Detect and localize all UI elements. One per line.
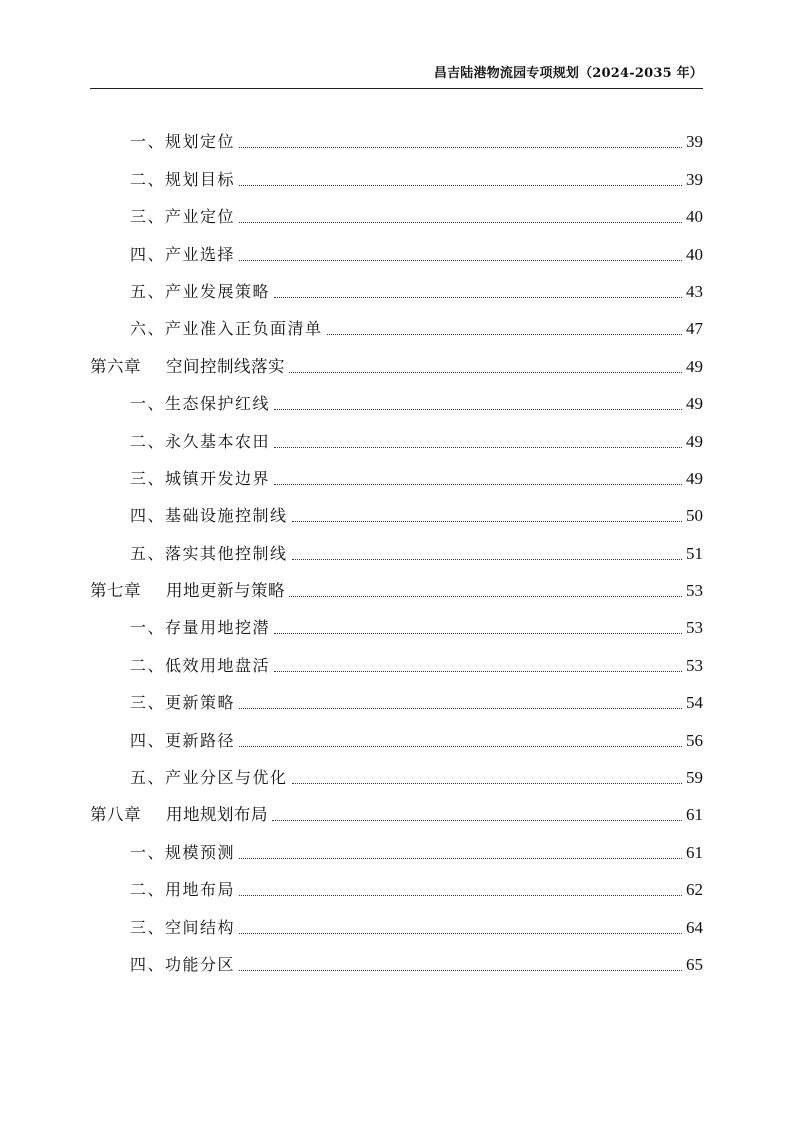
section-title: 更新路径 <box>165 730 236 750</box>
section-number: 一、 <box>130 842 166 862</box>
page-number: 40 <box>686 207 703 227</box>
section-title: 规划目标 <box>165 169 236 189</box>
section-title: 产业准入正负面清单 <box>165 319 323 339</box>
section-number: 五、 <box>130 281 166 301</box>
toc-entry-label <box>90 357 285 377</box>
toc-entry-label <box>130 394 270 414</box>
page-number: 49 <box>686 431 703 451</box>
toc-entry-label <box>130 170 235 190</box>
section-title: 产业发展策略 <box>165 281 271 301</box>
toc-section-entry[interactable] <box>90 157 703 194</box>
toc-section-entry[interactable] <box>90 643 703 680</box>
page-number: 49 <box>686 356 703 376</box>
dot-leader <box>292 783 682 784</box>
toc-section-entry[interactable] <box>90 382 703 419</box>
section-title: 城镇开发边界 <box>165 468 271 488</box>
section-number: 三、 <box>130 207 166 227</box>
page-number: 62 <box>686 880 703 900</box>
chapter-title: 用地规划布局 <box>166 805 268 825</box>
dot-leader <box>274 297 682 298</box>
section-title: 规模预测 <box>165 842 236 862</box>
page-number: 61 <box>686 805 703 825</box>
toc-entry-label <box>130 506 288 526</box>
section-title: 更新策略 <box>165 693 236 713</box>
section-title: 产业选择 <box>165 244 236 264</box>
page-number: 64 <box>686 917 703 937</box>
toc-entry-label <box>130 245 235 265</box>
toc-entry-label <box>130 918 235 938</box>
dot-leader <box>239 147 682 148</box>
toc-chapter-entry[interactable] <box>90 793 703 830</box>
toc-entry-label <box>130 843 235 863</box>
toc-section-entry[interactable] <box>90 830 703 867</box>
section-number: 二、 <box>130 655 166 675</box>
chapter-number: 第八章 <box>90 805 141 825</box>
section-title: 永久基本农田 <box>165 431 271 451</box>
toc-entry-label <box>130 432 270 452</box>
page-number: 56 <box>686 730 703 750</box>
toc-section-entry[interactable] <box>90 756 703 793</box>
section-number: 四、 <box>130 730 166 750</box>
toc-entry-label <box>130 282 270 302</box>
dot-leader <box>274 484 682 485</box>
section-title: 生态保护红线 <box>165 394 271 414</box>
section-number: 三、 <box>130 468 166 488</box>
section-number: 四、 <box>130 954 166 974</box>
toc-entry-label <box>130 880 235 900</box>
toc-entry-label <box>130 768 288 788</box>
chapter-title: 用地更新与策略 <box>166 581 285 601</box>
page-number: 40 <box>686 244 703 264</box>
page-number: 54 <box>686 693 703 713</box>
dot-leader <box>272 820 682 821</box>
page-number: 53 <box>686 581 703 601</box>
page-number: 43 <box>686 281 703 301</box>
toc-section-entry[interactable] <box>90 531 703 568</box>
toc-section-entry[interactable] <box>90 606 703 643</box>
dot-leader <box>239 260 682 261</box>
section-number: 二、 <box>130 880 166 900</box>
section-number: 一、 <box>130 132 166 152</box>
dot-leader <box>289 372 682 373</box>
toc-section-entry[interactable] <box>90 457 703 494</box>
chapter-number: 第六章 <box>90 356 141 376</box>
toc-section-entry[interactable] <box>90 494 703 531</box>
toc-section-entry[interactable] <box>90 718 703 755</box>
toc-chapter-entry[interactable] <box>90 344 703 381</box>
toc-section-entry[interactable] <box>90 943 703 980</box>
section-number: 二、 <box>130 169 166 189</box>
toc-entry-label <box>130 955 235 975</box>
toc-chapter-entry[interactable] <box>90 569 703 606</box>
toc-section-entry[interactable] <box>90 419 703 456</box>
toc-section-entry[interactable] <box>90 232 703 269</box>
page-number: 61 <box>686 842 703 862</box>
section-title: 空间结构 <box>165 917 236 937</box>
toc-entry-label <box>130 544 288 564</box>
page-number: 53 <box>686 618 703 638</box>
chapter-number: 第七章 <box>90 581 141 601</box>
section-number: 五、 <box>130 543 166 563</box>
section-title: 规划定位 <box>165 132 236 152</box>
section-number: 六、 <box>130 319 166 339</box>
toc-entry-label <box>130 132 235 152</box>
section-number: 五、 <box>130 768 166 788</box>
toc-entry-label <box>130 207 235 227</box>
section-title: 用地布局 <box>165 880 236 900</box>
page-number: 65 <box>686 954 703 974</box>
toc-entry-label <box>130 656 270 676</box>
dot-leader <box>239 746 682 747</box>
section-number: 一、 <box>130 618 166 638</box>
dot-leader <box>289 596 682 597</box>
section-number: 三、 <box>130 693 166 713</box>
toc-section-entry[interactable] <box>90 270 703 307</box>
chapter-title: 空间控制线落实 <box>166 356 285 376</box>
page-number: 50 <box>686 506 703 526</box>
dot-leader <box>292 559 682 560</box>
document-title: 昌吉陆港物流园专项规划（2024-2035 年） <box>433 66 703 81</box>
section-title: 功能分区 <box>165 954 236 974</box>
section-title: 存量用地挖潜 <box>165 618 271 638</box>
page-number: 51 <box>686 543 703 563</box>
section-number: 三、 <box>130 917 166 937</box>
table-of-contents <box>90 120 703 980</box>
toc-entry-label <box>90 805 268 825</box>
toc-section-entry[interactable] <box>90 868 703 905</box>
toc-section-entry[interactable] <box>90 307 703 344</box>
toc-entry-label <box>130 731 235 751</box>
dot-leader <box>274 447 682 448</box>
section-title: 产业分区与优化 <box>165 768 288 788</box>
dot-leader <box>239 895 682 896</box>
toc-entry-label <box>130 693 235 713</box>
section-title: 产业定位 <box>165 207 236 227</box>
dot-leader <box>239 708 682 709</box>
running-header <box>90 64 703 89</box>
dot-leader <box>239 858 682 859</box>
section-number: 四、 <box>130 244 166 264</box>
toc-section-entry[interactable] <box>90 905 703 942</box>
dot-leader <box>239 222 682 223</box>
page-number: 39 <box>686 132 703 152</box>
toc-entry-label <box>90 581 285 601</box>
dot-leader <box>239 185 682 186</box>
page-number: 49 <box>686 468 703 488</box>
section-number: 四、 <box>130 506 166 526</box>
section-title: 落实其他控制线 <box>165 543 288 563</box>
section-number: 一、 <box>130 394 166 414</box>
toc-entry-label <box>130 469 270 489</box>
toc-section-entry[interactable] <box>90 681 703 718</box>
section-number: 二、 <box>130 431 166 451</box>
dot-leader <box>274 633 682 634</box>
toc-section-entry[interactable] <box>90 120 703 157</box>
toc-entry-label <box>130 618 270 638</box>
dot-leader <box>292 521 682 522</box>
page-number: 47 <box>686 319 703 339</box>
toc-entry-label <box>130 319 323 339</box>
section-title: 低效用地盘活 <box>165 655 271 675</box>
page-number: 59 <box>686 768 703 788</box>
dot-leader <box>239 970 682 971</box>
page-number: 39 <box>686 169 703 189</box>
page-number: 49 <box>686 394 703 414</box>
section-title: 基础设施控制线 <box>165 506 288 526</box>
dot-leader <box>274 671 682 672</box>
dot-leader <box>327 334 682 335</box>
page-number: 53 <box>686 655 703 675</box>
dot-leader <box>239 933 682 934</box>
dot-leader <box>274 409 682 410</box>
toc-section-entry[interactable] <box>90 195 703 232</box>
